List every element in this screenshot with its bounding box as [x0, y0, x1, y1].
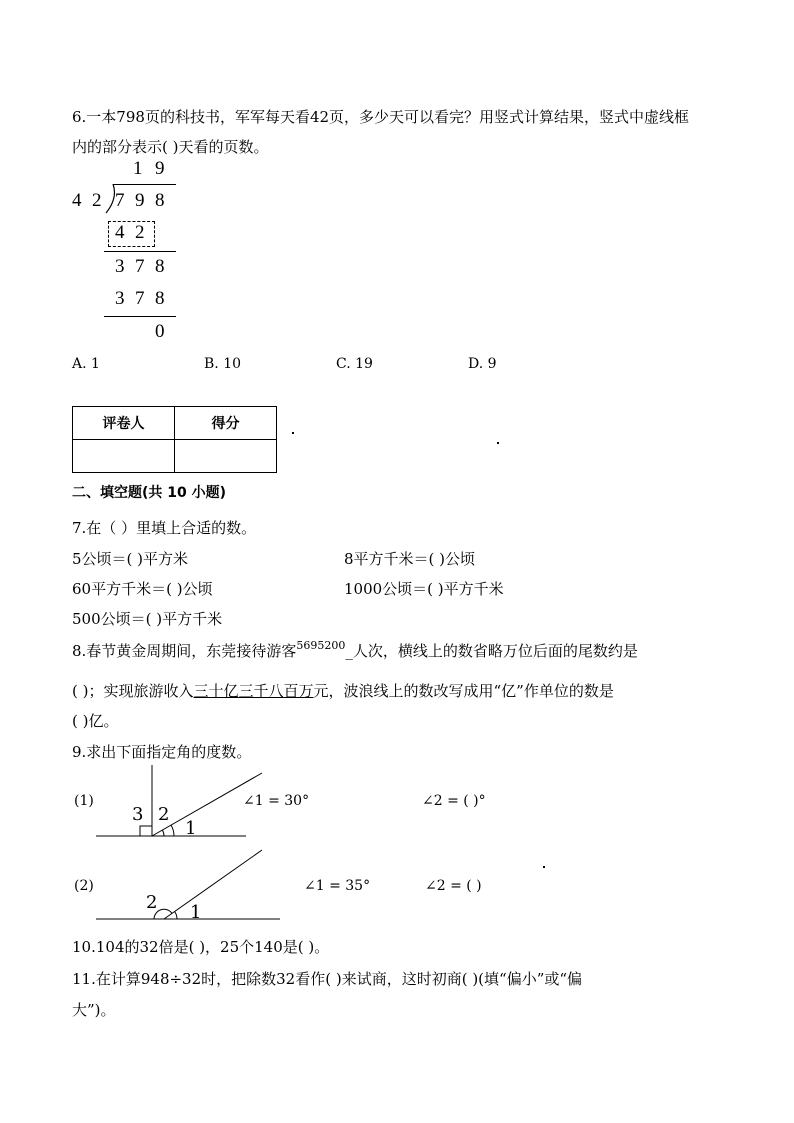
remainder-digit: 0	[155, 321, 165, 342]
step1-digit: 4	[115, 222, 125, 243]
q10: 10.104的32倍是( )，25个140是( )。	[72, 938, 330, 956]
subtraction-line	[104, 251, 176, 252]
angle-1-label: 1	[185, 818, 197, 839]
option-d[interactable]: D. 9	[468, 356, 497, 372]
angle-1-label: 1	[190, 902, 202, 923]
score-cell-score[interactable]	[175, 440, 277, 473]
score-header-score: 得分	[175, 407, 277, 440]
quotient-digit: 9	[155, 158, 165, 179]
step2-digit: 7	[135, 256, 145, 277]
q8-line3: ( )亿。	[72, 712, 119, 730]
division-bar	[113, 184, 176, 185]
q7-row1a: 5公顷＝( )平方米	[72, 550, 189, 568]
q9-part1-label: (1)	[74, 793, 94, 809]
divisor-digit: 2	[92, 190, 102, 211]
q8-l2-post: 元，波浪线上的数改写成用“亿”作单位的数是	[313, 682, 614, 700]
option-c[interactable]: C. 19	[336, 356, 373, 372]
option-a[interactable]: A. 1	[72, 356, 100, 372]
score-header-grader: 评卷人	[73, 407, 175, 440]
dot-mark	[543, 866, 545, 868]
step3-digit: 8	[155, 288, 165, 309]
q6-line2: 内的部分表示( )天看的页数。	[72, 138, 269, 156]
angle-2-label: 2	[146, 892, 158, 913]
q8-line2	[72, 680, 614, 701]
q8-line1	[72, 640, 638, 661]
q11-line1: 11.在计算948÷32时，把除数32看作( )来试商，这时初商( )(填“偏小”或“偏	[72, 970, 583, 988]
step2-digit: 3	[115, 256, 125, 277]
q8-pre: 8.春节黄金周期间，东莞接待游客	[72, 642, 297, 660]
step3-digit: 7	[135, 288, 145, 309]
q8-l2-pre: ( )；实现旅游收入	[72, 682, 194, 700]
q9-title: 9.求出下面指定角的度数。	[72, 743, 252, 761]
q8-post: 人次，横线上的数省略万位后面的尾数约是	[352, 642, 638, 660]
step2-digit: 8	[155, 256, 165, 277]
dot-mark	[497, 442, 499, 444]
q9-part2-ask: ∠2 = ( )	[425, 878, 482, 894]
q8-underlined-amount: 三十亿三千八百万	[193, 682, 314, 700]
angle-2-label: 2	[158, 804, 170, 825]
q9-part2-label: (2)	[74, 878, 94, 894]
dividend-digit: 9	[135, 190, 145, 211]
q7-title: 7.在（ ）里填上合适的数。	[72, 519, 257, 537]
q7-row1b: 8平方千米＝( )公顷	[344, 550, 476, 568]
score-table	[72, 406, 277, 473]
dot-mark	[292, 432, 294, 434]
q9-part2-given: ∠1 = 35°	[304, 878, 371, 894]
q7-row2a: 60平方千米＝( )公顷	[72, 580, 213, 598]
q8-blank-mark: _	[345, 642, 353, 660]
q7-row3a: 500公顷＝( )平方千米	[72, 610, 223, 628]
subtraction-line	[104, 316, 176, 317]
q6-line1: 6.一本798页的科技书，军军每天看42页，多少天可以看完？用竖式计算结果，竖式中虚线框	[72, 108, 690, 126]
quotient-digit: 1	[133, 158, 143, 179]
q9-part1-given: ∠1 = 30°	[243, 793, 310, 809]
q8-number: 5695200	[296, 639, 346, 652]
q11-line2: 大”)。	[72, 1001, 116, 1019]
dividend-digit: 7	[115, 190, 125, 211]
step3-digit: 3	[115, 288, 125, 309]
angle-3-label: 3	[132, 804, 144, 825]
option-b[interactable]: B. 10	[204, 356, 242, 372]
q9-part1-ask: ∠2 = ( )°	[422, 793, 486, 809]
q7-row2b: 1000公顷＝( )平方千米	[344, 580, 504, 598]
divisor-digit: 4	[72, 190, 82, 211]
dividend-digit: 8	[155, 190, 165, 211]
step1-digit: 2	[135, 222, 145, 243]
section-title: 二、填空题(共 10 小题)	[72, 485, 227, 501]
score-cell-grader[interactable]	[73, 440, 175, 473]
